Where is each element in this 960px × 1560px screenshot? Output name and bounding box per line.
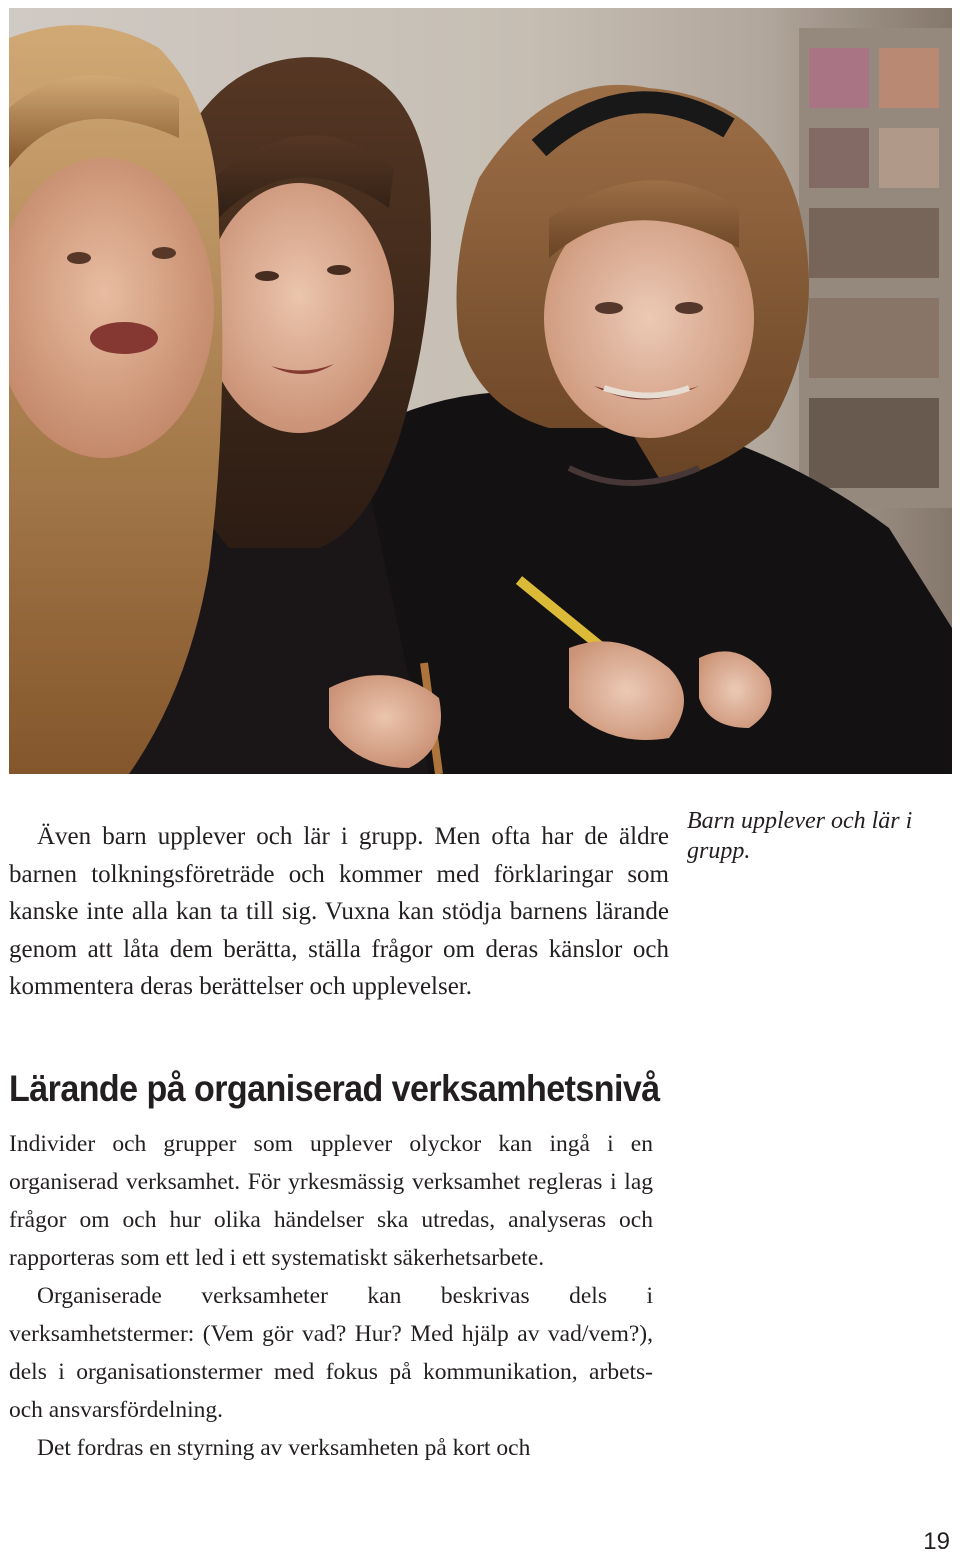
photo-caption: Barn upplever och lär i grupp. <box>687 808 913 864</box>
section-heading: Lärande på organiserad verksamhetsnivå <box>9 1068 660 1109</box>
photo-three-girls <box>9 8 952 774</box>
body-paragraph-1: Individer och grupper som upplever olyckor kan ingå i en organiserad verksamhet. För yrkesmässig verksamhet regleras i lag frågor om och hur olika händelser ska utredas, analyseras och rapporteras som ett led i ett systematiskt säkerhetsarbete. <box>9 1131 653 1271</box>
body-paragraph-3: Det fordras en styrning av verksamheten på kort och <box>37 1435 531 1461</box>
section-body <box>9 1125 653 1467</box>
photo-illustration <box>9 8 952 774</box>
intro-paragraph: Även barn upplever och lär i grupp. Men ofta har de äldre barnen tolkningsföreträde och kommer med förklaringar som kanske inte alla kan ta till sig. Vuxna kan stödja barnens lärande genom att låta dem berätta, ställa frågor om deras känslor och kommentera deras berättelser och upplevelser. <box>9 823 669 1000</box>
body-paragraph-2: Organiserade verksamheter kan beskrivas dels i verksamhetstermer: (Vem gör vad? Hur? Med hjälp av vad/vem?), dels i organisationstermer med fokus på kommunikation, arbets- och ansvarsfördelning. <box>9 1283 653 1423</box>
page-number: 19 <box>923 1528 950 1555</box>
